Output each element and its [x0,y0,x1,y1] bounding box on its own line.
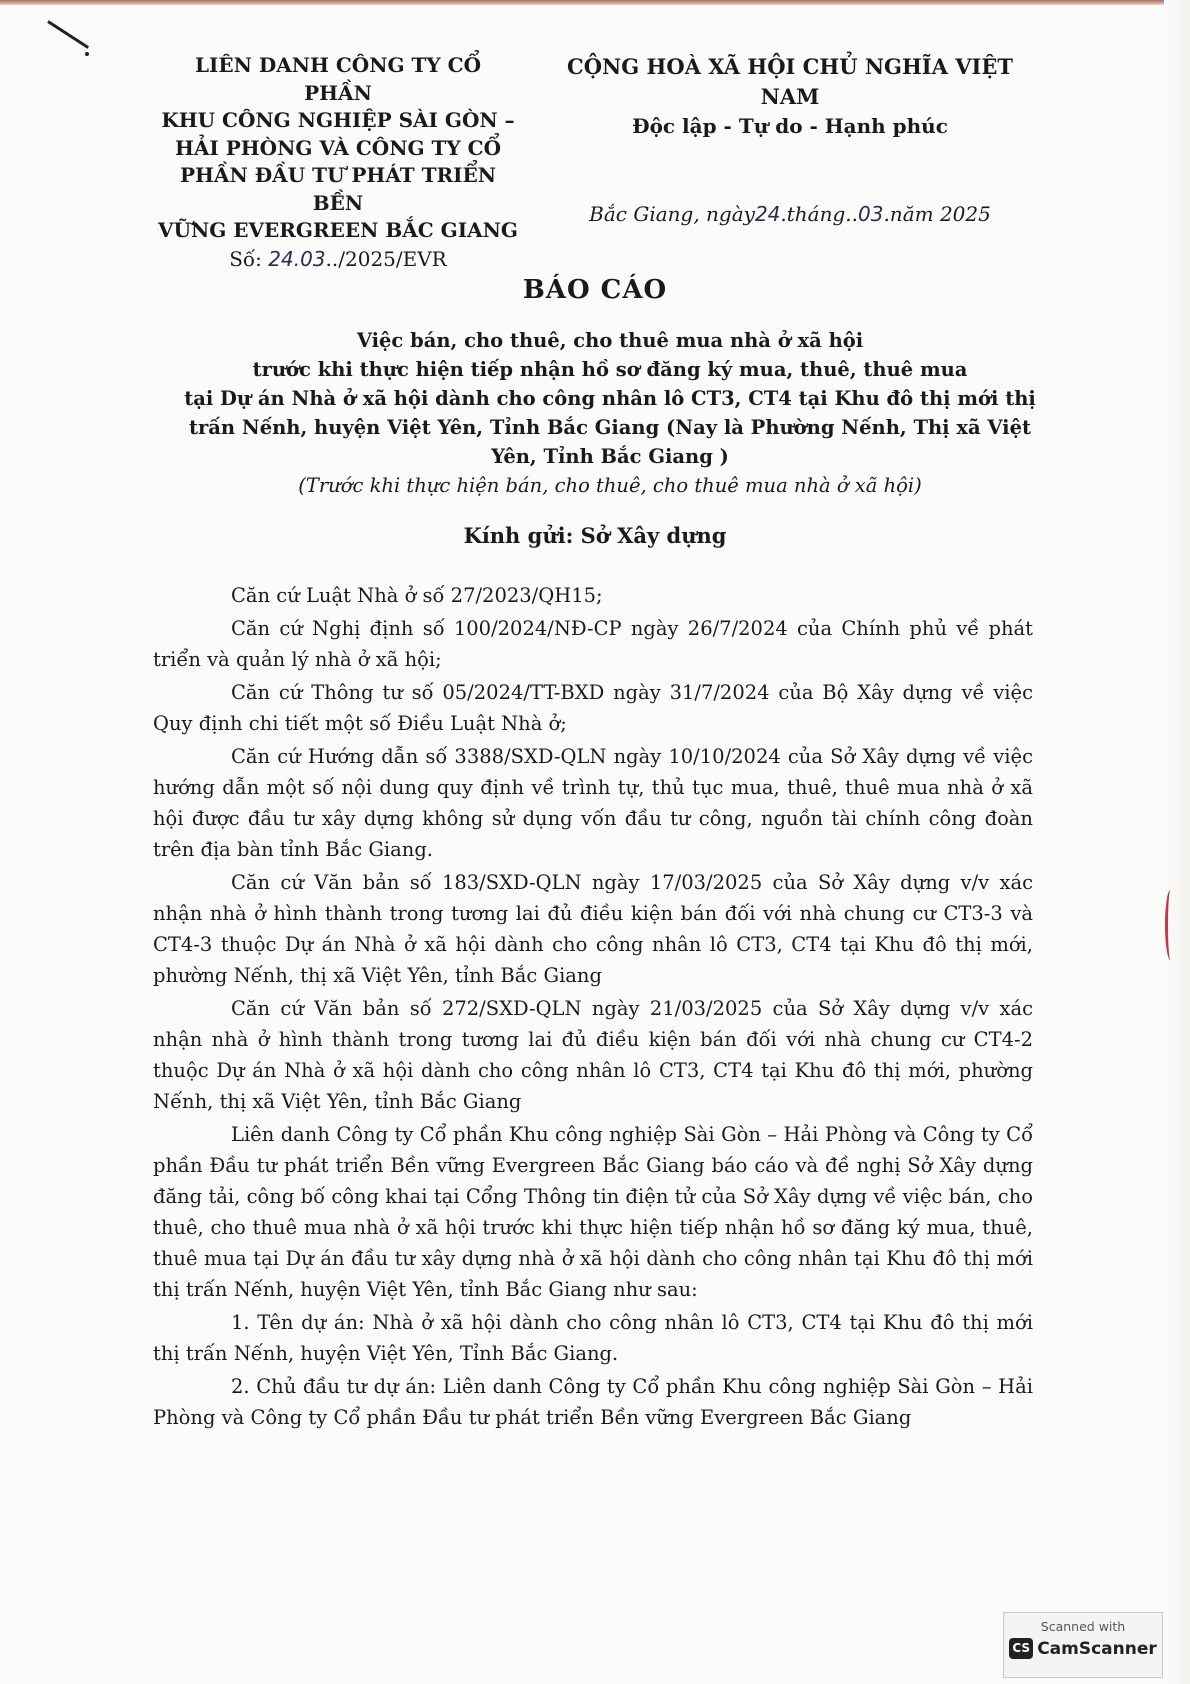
issuer-line: KHU CÔNG NGHIỆP SÀI GÒN – [161,108,515,132]
doc-number-handwritten: 24.03 [268,246,326,271]
body-paragraph: Căn cứ Văn bản số 272/SXD-QLN ngày 21/03/2025 của Sở Xây dựng v/v xác nhận nhà ở hình thành trong tương lai đủ điều kiện bán đối với nhà chung cư CT4-2 thuộc Dự án Nhà ở xã hội dành cho công nhân lô CT3, CT4 tại Khu đô thị mới, phường Nếnh, thị xã Việt Yên, tỉnh Bắc Giang [153,997,1033,1113]
body-paragraph: 2. Chủ đầu tư dự án: Liên danh Công ty Cổ phần Khu công nghiệp Sài Gòn – Hải Phòng và Công ty Cổ phần Đầu tư phát triển Bền vững Evergreen Bắc Giang [153,1375,1033,1429]
document-body [153,580,1033,1435]
doc-number-prefix: Số: [229,246,262,271]
date-mid: .tháng.. [780,202,858,226]
scan-top-edge [0,0,1190,5]
date-day-handwritten: 24 [754,202,781,226]
body-paragraph: 1. Tên dự án: Nhà ở xã hội dành cho công nhân lô CT3, CT4 tại Khu đô thị mới thị trấn Nếnh, huyện Việt Yên, Tỉnh Bắc Giang. [153,1311,1033,1365]
camscanner-logo-icon: CS [1009,1638,1033,1659]
date-prefix: Bắc Giang, ngày [589,202,755,226]
nation-name: CỘNG HOÀ XÃ HỘI CHỦ NGHĨA VIỆT NAM [567,54,1013,109]
scan-right-edge [1164,0,1190,1684]
camscanner-brand: CamScanner [1037,1638,1157,1659]
body-paragraph: Căn cứ Hướng dẫn số 3388/SXD-QLN ngày 10/10/2024 của Sở Xây dựng về việc hướng dẫn một số nội dung quy định về trình tự, thủ tục mua, thuê, thuê mua nhà ở xã hội được đầu tư xây dựng không sử dụng vốn đầu tư công, nguồn tài chính công đoàn trên địa bàn tỉnh Bắc Giang. [153,745,1033,861]
body-paragraph: Căn cứ Thông tư số 05/2024/TT-BXD ngày 31/7/2024 của Bộ Xây dựng về việc Quy định chi tiết một số Điều Luật Nhà ở; [153,681,1033,735]
subject-note: (Trước khi thực hiện bán, cho thuê, cho thuê mua nhà ở xã hội) [298,474,922,497]
document-date [540,202,1040,226]
issuer-block [158,52,518,273]
red-edge-mark [1165,890,1176,960]
body-paragraph: Liên danh Công ty Cổ phần Khu công nghiệp Sài Gòn – Hải Phòng và Công ty Cổ phần Đầu tư phát triển Bền vững Evergreen Bắc Giang báo cáo và đề nghị Sở Xây dựng đăng tải, công bố công khai tại Cổng Thông tin điện tử của Sở Xây dựng về việc bán, cho thuê, cho thuê mua nhà ở xã hội trước khi thực hiện tiếp nhận hồ sơ đăng ký mua, thuê, thuê mua tại Dự án đầu tư xây dựng nhà ở xã hội dành cho công nhân tại Khu đô thị mới thị trấn Nếnh, huyện Việt Yên, tỉnh Bắc Giang như sau: [153,1123,1033,1301]
date-suffix: .năm 2025 [883,202,991,226]
national-header [540,52,1040,226]
subject-line: Việc bán, cho thuê, cho thuê mua nhà ở xã hội [356,329,864,352]
issuer-line: VỮNG EVERGREEN BẮC GIANG [158,218,518,242]
camscanner-watermark [1003,1612,1163,1678]
issuer-line: LIÊN DANH CÔNG TY CỔ PHẦN [194,53,482,105]
document-title: BÁO CÁO [522,275,668,305]
scanned-with-label: Scanned with [1040,1619,1126,1634]
issuer-line: HẢI PHÒNG VÀ CÔNG TY CỔ [175,135,501,160]
issuer-line: PHẦN ĐẦU TƯ PHÁT TRIỂN BỀN [180,163,496,215]
doc-number-suffix: ../2025/EVR [325,246,447,271]
subject-line: trước khi thực hiện tiếp nhận hồ sơ đăng ký mua, thuê, thuê mua [252,358,968,381]
date-month-handwritten: 03 [858,202,884,226]
recipient-line: Kính gửi: Sở Xây dựng [463,523,727,548]
body-paragraph: Căn cứ Văn bản số 183/SXD-QLN ngày 17/03/2025 của Sở Xây dựng v/v xác nhận nhà ở hình thành trong tương lai đủ điều kiện bán đối với nhà chung cư CT3-3 và CT4-3 thuộc Dự án Nhà ở xã hội dành cho công nhân lô CT3, CT4 tại Khu đô thị mới, phường Nếnh, thị xã Việt Yên, tỉnh Bắc Giang [153,871,1033,987]
pen-dot-mark [85,52,89,56]
national-motto: Độc lập - Tự do - Hạnh phúc [632,114,948,138]
subject-line: tại Dự án Nhà ở xã hội dành cho công nhân lô CT3, CT4 tại Khu đô thị mới thị trấn Nếnh, huyện Việt Yên, Tỉnh Bắc Giang (Nay là Phường Nếnh, Thị xã Việt Yên, Tỉnh Bắc Giang ) [184,387,1036,468]
body-paragraph: Căn cứ Luật Nhà ở số 27/2023/QH15; [231,584,603,607]
document-number [158,246,518,274]
pen-stroke-mark [47,20,89,49]
document-subject [180,326,1040,500]
body-paragraph: Căn cứ Nghị định số 100/2024/NĐ-CP ngày 26/7/2024 của Chính phủ về phát triển và quản lý nhà ở xã hội; [153,617,1033,671]
